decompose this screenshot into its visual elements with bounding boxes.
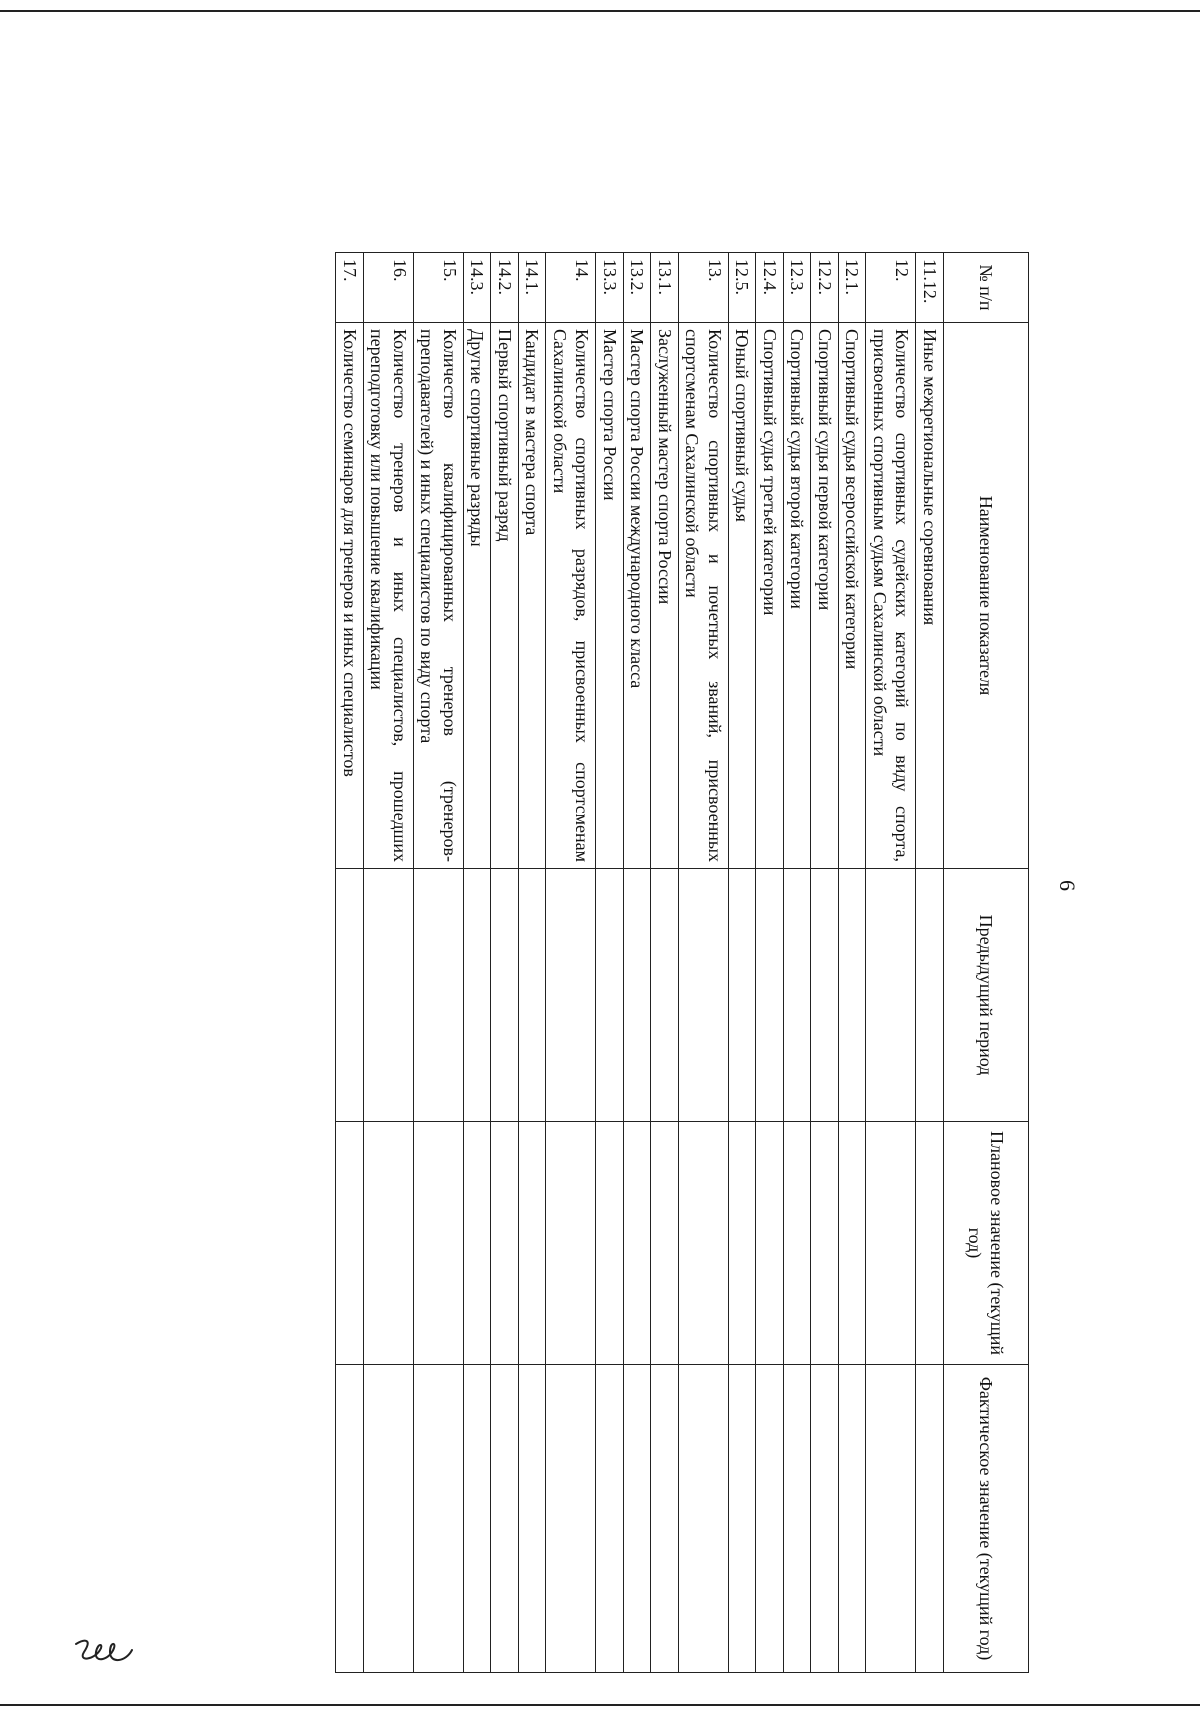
- page-number: 6: [1055, 880, 1080, 891]
- row-number: 12.: [866, 253, 916, 323]
- cell-fact: [596, 1365, 624, 1673]
- table-row: [811, 253, 839, 1673]
- cell-fact: [729, 1365, 757, 1673]
- cell-plan: [491, 1122, 519, 1365]
- cell-prev: [866, 869, 916, 1122]
- row-name: Спортивный судья всероссийской категории: [839, 323, 867, 869]
- cell-prev: [464, 869, 492, 1122]
- row-name: Количество тренеров и иных специалистов, прошедших переподготовку или повышение квалификации: [364, 323, 414, 869]
- row-number: 11.12.: [916, 253, 944, 323]
- table-row: [336, 253, 364, 1673]
- table-row: [491, 253, 519, 1673]
- cell-fact: [866, 1365, 916, 1673]
- table-row: [784, 253, 812, 1673]
- cell-prev: [596, 869, 624, 1122]
- row-name: Мастер спорта России: [596, 323, 624, 869]
- rotated-table-container: [107, 252, 1029, 1672]
- cell-fact: [756, 1365, 784, 1673]
- cell-fact: [491, 1365, 519, 1673]
- header-fact: Фактическое значение (текущий год): [944, 1365, 1029, 1673]
- cell-fact: [784, 1365, 812, 1673]
- table-row: [756, 253, 784, 1673]
- row-name: Другие спортивные разряды: [464, 323, 492, 869]
- header-plan: Плановое значение (текущий год): [944, 1122, 1029, 1365]
- indicators-table: [336, 252, 1030, 1673]
- cell-plan: [519, 1122, 547, 1365]
- cell-prev: [839, 869, 867, 1122]
- row-number: 12.2.: [811, 253, 839, 323]
- cell-fact: [679, 1365, 729, 1673]
- row-number: 12.4.: [756, 253, 784, 323]
- cell-prev: [811, 869, 839, 1122]
- table-row: [729, 253, 757, 1673]
- cell-prev: [491, 869, 519, 1122]
- table-row: [519, 253, 547, 1673]
- row-name: Количество семинаров для тренеров и иных специалистов: [336, 323, 364, 869]
- row-number: 14.2.: [491, 253, 519, 323]
- cell-plan: [464, 1122, 492, 1365]
- cell-fact: [336, 1365, 364, 1673]
- row-number: 16.: [364, 253, 414, 323]
- header-num: № п/п: [944, 253, 1029, 323]
- row-name: Иные межрегиональные соревнования: [916, 323, 944, 869]
- cell-prev: [784, 869, 812, 1122]
- row-number: 12.5.: [729, 253, 757, 323]
- row-number: 13.1.: [651, 253, 679, 323]
- cell-plan: [336, 1122, 364, 1365]
- cell-prev: [729, 869, 757, 1122]
- cell-prev: [364, 869, 414, 1122]
- cell-plan: [729, 1122, 757, 1365]
- cell-prev: [336, 869, 364, 1122]
- cell-fact: [464, 1365, 492, 1673]
- row-name: Спортивный судья третьей категории: [756, 323, 784, 869]
- header-name: Наименование показателя: [944, 323, 1029, 869]
- row-number: 14.: [546, 253, 596, 323]
- cell-prev: [916, 869, 944, 1122]
- cell-prev: [756, 869, 784, 1122]
- table-row: [414, 253, 464, 1673]
- row-name: Спортивный судья второй категории: [784, 323, 812, 869]
- row-name: Кандидат в мастера спорта: [519, 323, 547, 869]
- row-number: 12.3.: [784, 253, 812, 323]
- row-number: 14.1.: [519, 253, 547, 323]
- row-name: Количество квалифицированных тренеров (тренеров-преподавателей) и иных специалистов по виду спорта: [414, 323, 464, 869]
- row-number: 12.1.: [839, 253, 867, 323]
- cell-fact: [364, 1365, 414, 1673]
- cell-plan: [916, 1122, 944, 1365]
- cell-fact: [811, 1365, 839, 1673]
- page-bottom-edge: [0, 1704, 1200, 1706]
- row-name: Мастер спорта России международного класса: [624, 323, 652, 869]
- cell-plan: [784, 1122, 812, 1365]
- table-row: [364, 253, 414, 1673]
- row-number: 17.: [336, 253, 364, 323]
- cell-prev: [546, 869, 596, 1122]
- cell-plan: [651, 1122, 679, 1365]
- header-prev: Предыдущий период: [944, 869, 1029, 1122]
- row-number: 13.: [679, 253, 729, 323]
- cell-prev: [519, 869, 547, 1122]
- cell-plan: [414, 1122, 464, 1365]
- cell-plan: [546, 1122, 596, 1365]
- row-name: Заслуженный мастер спорта России: [651, 323, 679, 869]
- cell-fact: [546, 1365, 596, 1673]
- cell-fact: [519, 1365, 547, 1673]
- cell-fact: [916, 1365, 944, 1673]
- cell-plan: [866, 1122, 916, 1365]
- cell-plan: [839, 1122, 867, 1365]
- cell-plan: [624, 1122, 652, 1365]
- cell-prev: [651, 869, 679, 1122]
- table-row: [679, 253, 729, 1673]
- handwritten-signature: [70, 1630, 140, 1680]
- row-number: 13.3.: [596, 253, 624, 323]
- cell-prev: [624, 869, 652, 1122]
- cell-fact: [839, 1365, 867, 1673]
- cell-plan: [756, 1122, 784, 1365]
- row-name: Количество спортивных разрядов, присвоенных спортсменам Сахалинской области: [546, 323, 596, 869]
- cell-fact: [624, 1365, 652, 1673]
- cell-plan: [364, 1122, 414, 1365]
- table-row: [866, 253, 916, 1673]
- row-name: Первый спортивный разряд: [491, 323, 519, 869]
- table-header-row: [944, 253, 1029, 1673]
- page-top-edge: [0, 10, 1200, 12]
- row-number: 14.3.: [464, 253, 492, 323]
- table-row: [464, 253, 492, 1673]
- table-row: [651, 253, 679, 1673]
- cell-plan: [811, 1122, 839, 1365]
- row-number: 13.2.: [624, 253, 652, 323]
- table-row: [839, 253, 867, 1673]
- row-name: Юный спортивный судья: [729, 323, 757, 869]
- table-row: [624, 253, 652, 1673]
- row-name: Количество спортивных и почетных званий, присвоенных спортсменам Сахалинской области: [679, 323, 729, 869]
- cell-fact: [414, 1365, 464, 1673]
- cell-prev: [679, 869, 729, 1122]
- cell-plan: [596, 1122, 624, 1365]
- cell-plan: [679, 1122, 729, 1365]
- table-row: [916, 253, 944, 1673]
- row-name: Количество спортивных судейских категорий по виду спорта, присвоенных спортивным судьям Сахалинской области: [866, 323, 916, 869]
- table-row: [596, 253, 624, 1673]
- cell-fact: [651, 1365, 679, 1673]
- cell-prev: [414, 869, 464, 1122]
- row-name: Спортивный судья первой категории: [811, 323, 839, 869]
- row-number: 15.: [414, 253, 464, 323]
- table-row: [546, 253, 596, 1673]
